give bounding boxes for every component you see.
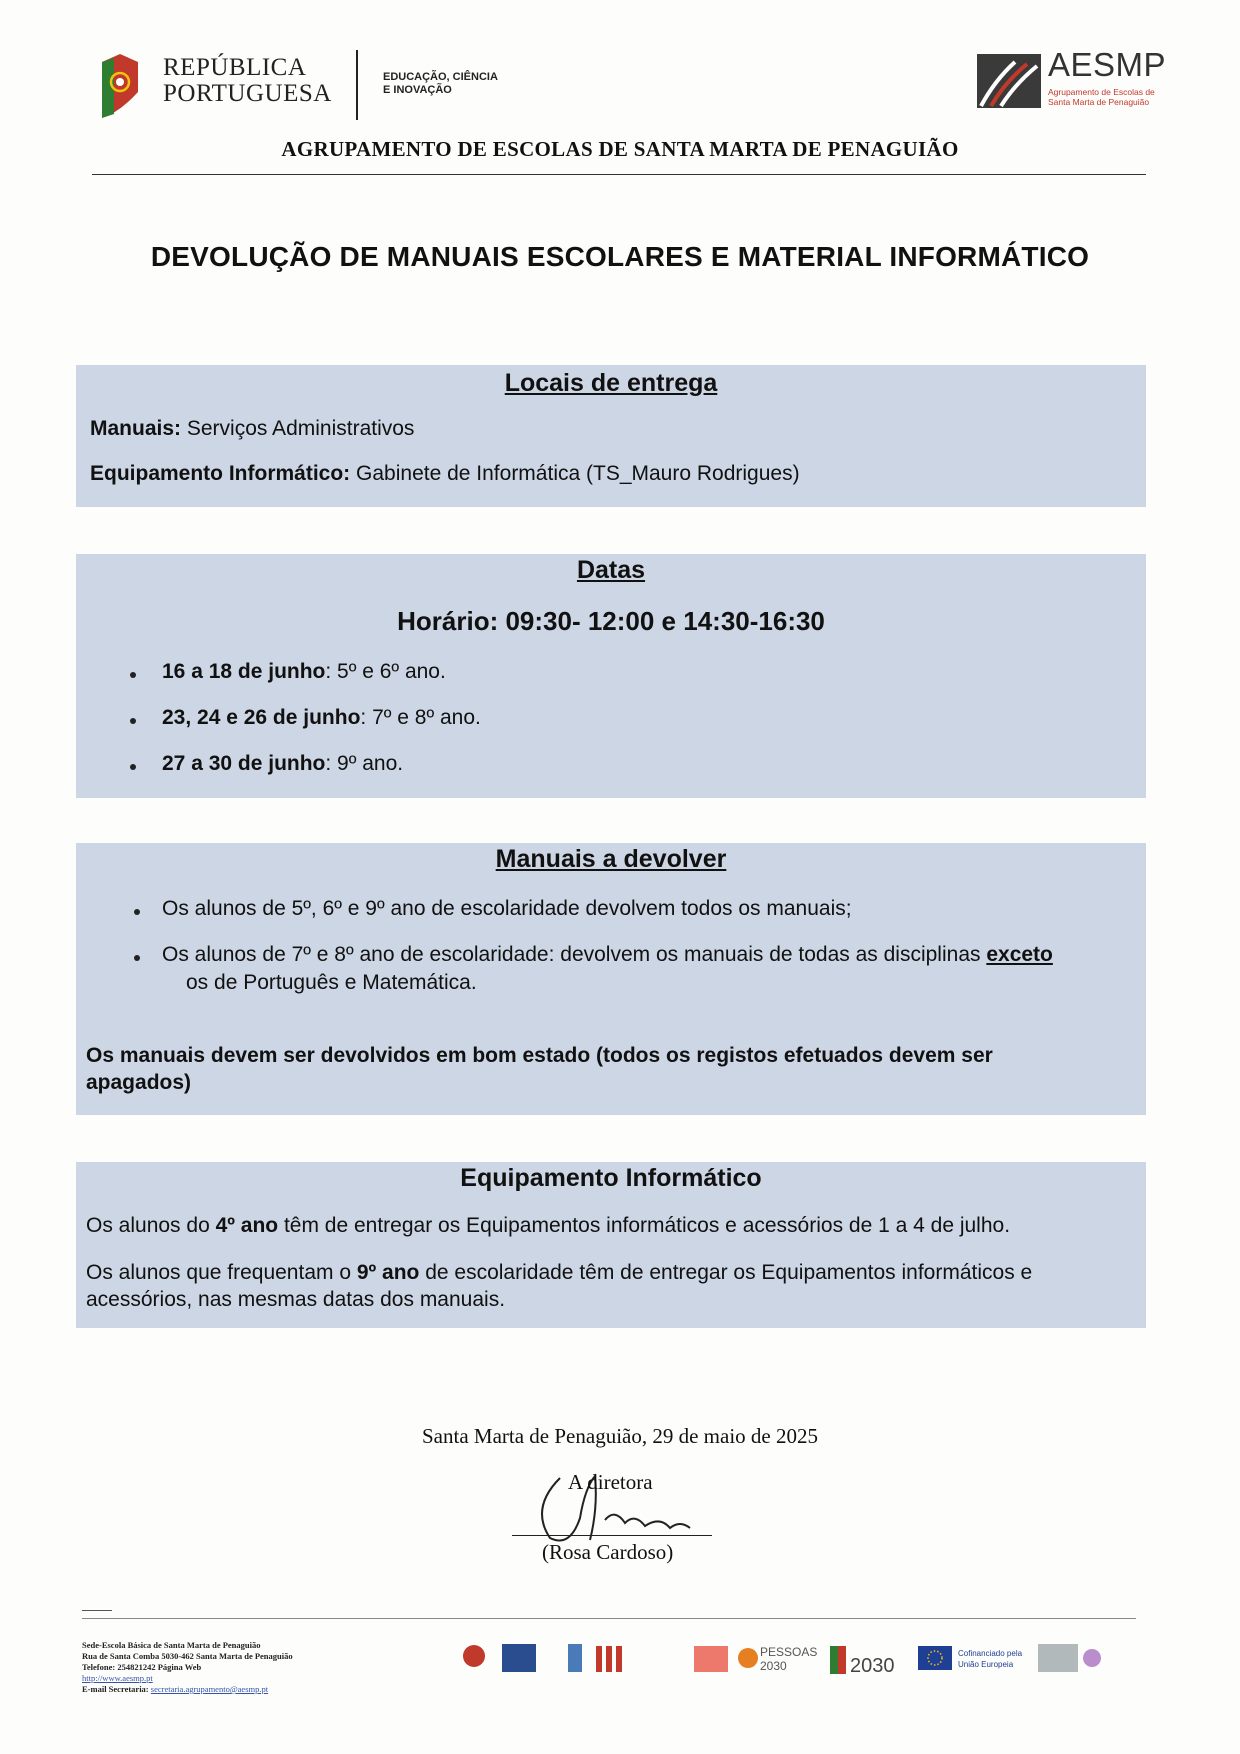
signature-line [512,1535,712,1536]
equipamento-p2-line2: acessórios, nas mesmas datas dos manuais. [86,1288,506,1311]
footer-email-link[interactable]: secretaria.agrupamento@aesmp.pt [150,1684,269,1694]
datas-item-rest: : 9º ano. [325,752,404,775]
rede-bibliotecas-logo-icon [596,1646,622,1672]
p2-bold: 9º ano [356,1261,420,1284]
p1-bold: 4º ano [215,1214,279,1237]
biblioteca-logo-icon [568,1644,582,1672]
equipamento-p1 [86,1214,1010,1238]
footer-line2: Rua de Santa Comba 5030-462 Santa Marta de Penaguião [82,1651,293,1661]
footer-email-label: E-mail Secretaria: [82,1684,151,1694]
p2-text-a: Os alunos que frequentam o [86,1261,357,1284]
manuais-item-2 [162,943,1053,967]
datas-heading: Datas [576,556,646,584]
header-rule [92,174,1146,175]
footer-address [82,1640,293,1695]
aesmp-logo-icon [975,50,1045,110]
equipamento-p2 [86,1261,1032,1285]
bullet [130,764,136,770]
pnfsr-logo-icon [1038,1644,1101,1672]
footer-rule [82,1618,1136,1619]
p1-text-a: Os alunos do [86,1214,216,1237]
aesmp-title: AESMP [1048,46,1167,83]
equipamento-heading: Equipamento Informático [460,1164,762,1192]
signatory-role: A diretora [568,1470,653,1494]
manuais-devolver-heading: Manuais a devolver [495,845,727,873]
footer-short-rule [82,1610,112,1611]
manuais-value: Serviços Administrativos [186,417,415,440]
signatory-name: (Rosa Cardoso) [542,1540,674,1564]
republica-line2: PORTUGUESA [163,80,332,107]
aesmp-subtitle [1048,87,1155,107]
equipamento-box [76,1162,1146,1328]
exceto-word: exceto [986,943,1053,966]
place-date: Santa Marta de Penaguião, 29 de maio de 2025 [422,1424,818,1448]
manuais-note-line2: apagados) [86,1071,192,1094]
horario-line: Horário: 09:30- 12:00 e 14:30-16:30 [397,606,825,636]
datas-item [162,752,403,776]
datas-item [162,660,446,684]
p1-text-c: têm de entregar os Equipamentos informáticos e acessórios de 1 a 4 de julho. [278,1214,1011,1237]
datas-box [76,554,1146,798]
datas-item-rest: : 7º e 8º ano. [360,706,481,729]
manuais-devolver-box [76,843,1146,1115]
clubes-ciencia-logo-icon [502,1644,536,1672]
portugal-2030-text: 2030 [850,1655,895,1677]
locais-manuais-line [90,417,414,441]
page-title: DEVOLUÇÃO DE MANUAIS ESCOLARES E MATERIAL INFORMÁTICO [150,241,1090,272]
locais-heading: Locais de entrega [504,369,718,397]
locais-equip-line [90,462,800,486]
footer-website-link[interactable]: http://www.aesmp.pt [82,1673,153,1683]
datas-item-dates: 23, 24 e 26 de junho [162,706,361,729]
bullet [130,672,136,678]
header-divider [356,50,358,120]
ministry-label [383,71,498,97]
p2-text-c: de escolaridade têm de entregar os Equipamentos informáticos e [419,1261,1033,1284]
red-circle-logo-icon [463,1645,485,1667]
school-group-title: AGRUPAMENTO DE ESCOLAS DE SANTA MARTA DE PENAGUIÃO [281,137,959,161]
equip-value: Gabinete de Informática (TS_Mauro Rodrigues) [356,462,800,485]
manuais-note-line1: Os manuais devem ser devolvidos em bom estado (todos os registos efetuados devem ser [86,1044,993,1067]
aesmp-sub-line1: Agrupamento de Escolas de [1048,87,1155,97]
pessoas-text: PESSOAS [760,1645,818,1659]
portugal-2030-logo-icon [830,1646,895,1677]
republica-emblem-icon [98,52,140,118]
datas-item [162,706,481,730]
cofin-text-line1: Cofinanciado pela [958,1649,1023,1658]
equip-label: Equipamento Informático: [90,462,351,485]
ler-logo-icon [694,1646,728,1672]
ministry-line1: EDUCAÇÃO, CIÊNCIA [383,71,498,83]
ministry-line2: E INOVAÇÃO [383,84,452,96]
bullet [134,909,140,915]
bullet [130,718,136,724]
pessoas-2030-logo-icon [738,1645,817,1673]
bullet [134,955,140,961]
pessoas-2030-text: 2030 [760,1659,787,1673]
eu-flag-icon [918,1646,1023,1670]
republica-portuguesa-logo-text [163,55,332,107]
locais-box [76,365,1146,507]
footer-line3: Telefone: 254821242 Página Web [82,1662,202,1672]
manuais-item-2-cont: os de Português e Matemática. [186,971,477,994]
republica-line1: REPÚBLICA [163,54,307,81]
datas-item-dates: 16 a 18 de junho [162,660,326,683]
datas-item-dates: 27 a 30 de junho [162,752,326,775]
manuais-item-1: Os alunos de 5º, 6º e 9º ano de escolaridade devolvem todos os manuais; [162,897,852,920]
manuais-label: Manuais: [90,417,182,440]
datas-item-rest: : 5º e 6º ano. [325,660,446,683]
footer-line1: Sede-Escola Básica de Santa Marta de Penaguião [82,1640,261,1650]
funding-logos-strip [458,1636,1138,1686]
manuais-item-2-text: Os alunos de 7º e 8º ano de escolaridade: devolvem os manuais de todas as disciplinas [162,943,981,966]
aesmp-sub-line2: Santa Marta de Penaguião [1048,97,1150,107]
cofin-text-line2: União Europeia [958,1660,1014,1669]
